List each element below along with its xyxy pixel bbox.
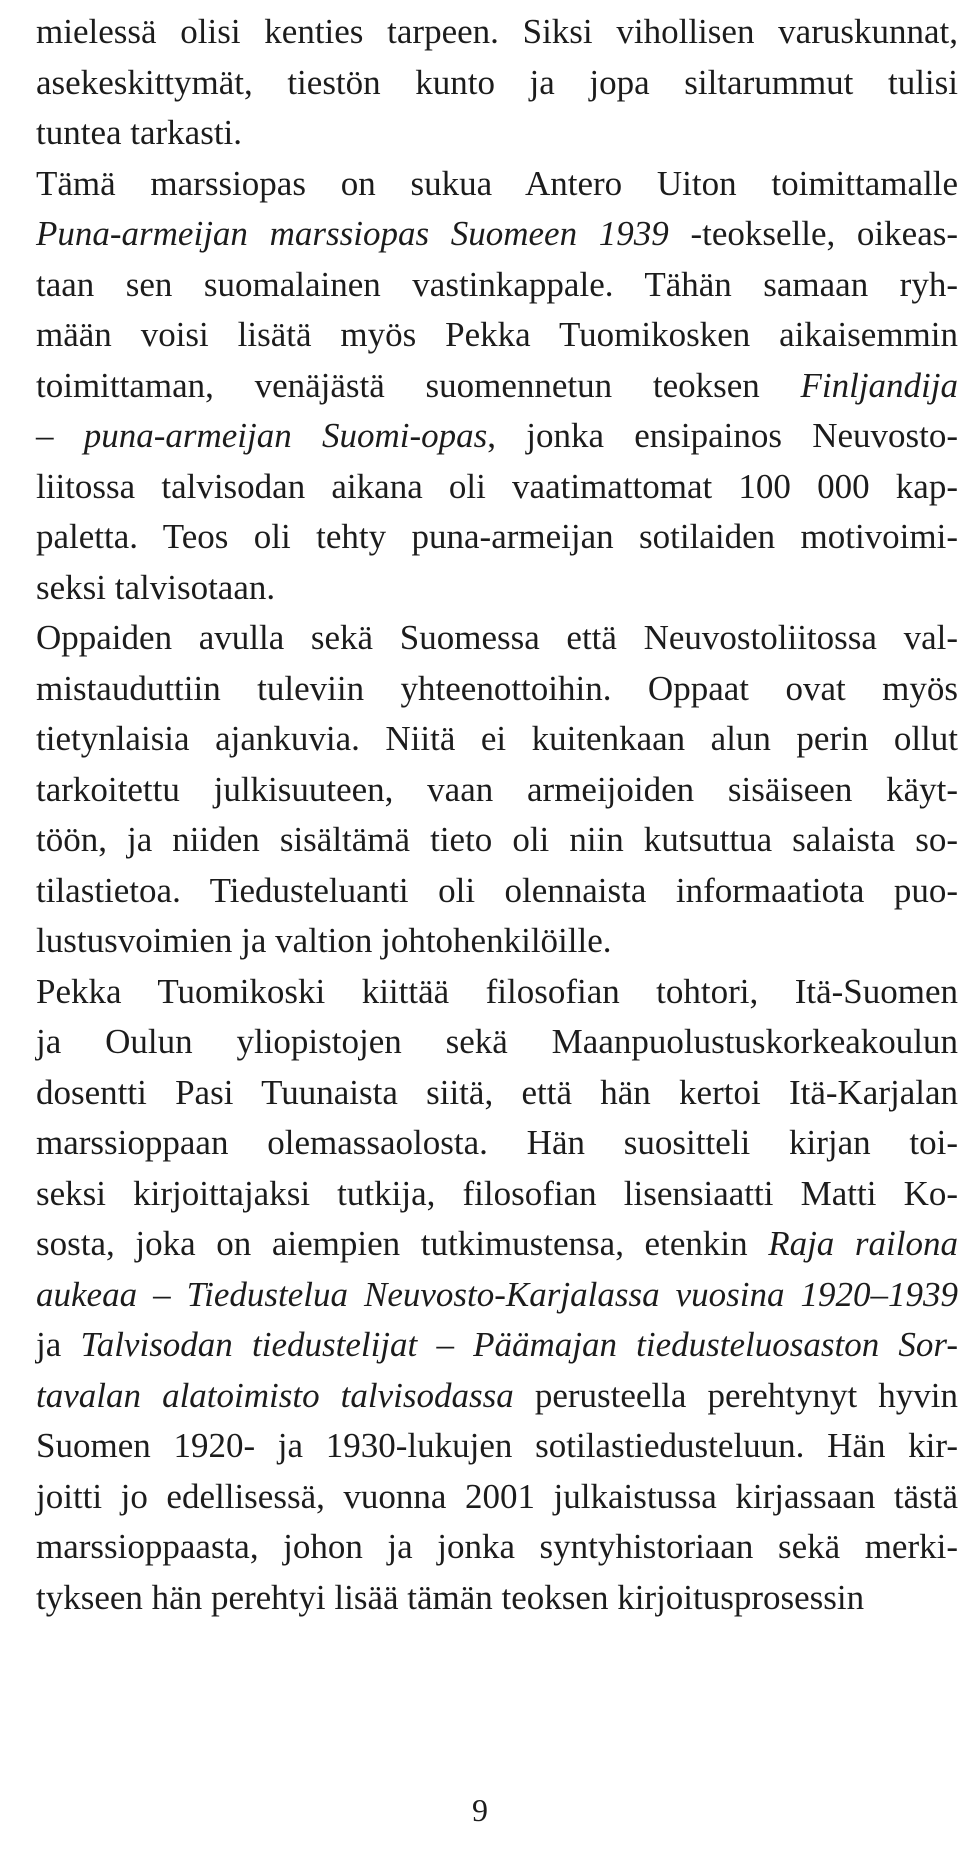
italic-title: Puna-armeijan marssiopas Suomeen 1939 <box>36 214 669 253</box>
text-run: ja <box>36 1325 81 1364</box>
text-line <box>36 513 958 561</box>
text-run: lustusvoimien ja valtion johtohenkilöille. <box>36 921 612 960</box>
text-run: tuntea tarkasti. <box>36 113 243 152</box>
text-line <box>36 816 958 864</box>
text-line <box>36 1119 958 1167</box>
text-line <box>36 564 958 612</box>
text-run: asekeskittymät, tiestön kunto ja jopa siltarummut tulisi <box>36 63 958 102</box>
text-line <box>36 665 958 713</box>
text-line <box>36 210 958 258</box>
text-line <box>36 1220 958 1268</box>
italic-title: aukeaa – Tiedustelua Neuvosto-Karjalassa vuosina 1920–1939 <box>36 1275 958 1314</box>
text-line <box>36 59 958 107</box>
text-run: Pekka Tuomikoski kiittää filosofian tohtori, Itä-Suomen <box>36 972 958 1011</box>
text-line <box>36 1271 958 1319</box>
text-line <box>36 1018 958 1066</box>
italic-title: Raja railona <box>768 1224 958 1263</box>
text-run: mistauduttiin tuleviin yhteenottoihin. Oppaat ovat myös <box>36 669 958 708</box>
text-run: Oppaiden avulla sekä Suomessa että Neuvostoliitossa val- <box>36 618 958 657</box>
text-line <box>36 261 958 309</box>
text-line <box>36 715 958 763</box>
text-run: mään voisi lisätä myös Pekka Tuomikosken aikaisemmin <box>36 315 958 354</box>
text-run: ja Oulun yliopistojen sekä Maanpuolustuskorkeakoulun <box>36 1022 958 1061</box>
text-run: marssioppaasta, johon ja jonka syntyhistoriaan sekä merki- <box>36 1527 958 1566</box>
text-run: dosentti Pasi Tuunaista siitä, että hän kertoi Itä-Karjalan <box>36 1073 958 1112</box>
italic-title: Talvisodan tiedustelijat – Päämajan tiedusteluosaston Sor- <box>80 1325 958 1364</box>
text-line <box>36 1069 958 1117</box>
text-line <box>36 311 958 359</box>
text-run: seksi kirjoittajaksi tutkija, filosofian lisensiaatti Matti Ko- <box>36 1174 958 1213</box>
text-run: joitti jo edellisessä, vuonna 2001 julkaistussa kirjassaan tästä <box>36 1477 958 1516</box>
text-line <box>36 8 958 56</box>
text-run: paletta. Teos oli tehty puna-armeijan sotilaiden motivoimi- <box>36 517 958 556</box>
italic-title: – puna-armeijan Suomi-opas <box>36 416 488 455</box>
page-number: 9 <box>472 1792 488 1828</box>
text-line <box>36 1574 958 1622</box>
text-line <box>36 362 958 410</box>
text-line <box>36 1422 958 1470</box>
text-line <box>36 1523 958 1571</box>
text-line <box>36 412 958 460</box>
text-line <box>36 766 958 814</box>
text-line <box>36 109 958 157</box>
text-line <box>36 614 958 662</box>
text-line <box>36 1321 958 1369</box>
text-line <box>36 968 958 1016</box>
text-line <box>36 1372 958 1420</box>
text-run: töön, ja niiden sisältämä tieto oli niin kutsuttua salaista so- <box>36 820 958 859</box>
text-line <box>36 1170 958 1218</box>
text-run: toimittaman, venäjästä suomennetun teoksen <box>36 366 801 405</box>
text-line <box>36 160 958 208</box>
text-run: perusteella perehtynyt hyvin <box>513 1376 958 1415</box>
text-run: tilastietoa. Tiedusteluanti oli olennaista informaatiota puo- <box>36 871 958 910</box>
text-run: tarkoitettu julkisuuteen, vaan armeijoiden sisäiseen käyt- <box>36 770 958 809</box>
text-run: , jonka ensipainos Neuvosto- <box>487 416 959 455</box>
text-run: Suomen 1920- ja 1930-lukujen sotilastiedusteluun. Hän kir- <box>36 1426 958 1465</box>
text-run: -teokselle, oikeas- <box>668 214 959 253</box>
text-line <box>36 917 958 965</box>
text-line <box>36 867 958 915</box>
text-run: marssioppaan olemassaolosta. Hän suositteli kirjan toi- <box>36 1123 958 1162</box>
text-run: taan sen suomalainen vastinkappale. Tähän samaan ryh- <box>36 265 958 304</box>
text-run: mielessä olisi kenties tarpeen. Siksi vihollisen varuskunnat, <box>36 12 958 51</box>
text-run: sosta, joka on aiempien tutkimustensa, etenkin <box>36 1224 769 1263</box>
text-run: liitossa talvisodan aikana oli vaatimattomat 100 000 kap- <box>36 467 958 506</box>
text-run: tykseen hän perehtyi lisää tämän teoksen kirjoitusprosessin <box>36 1578 865 1617</box>
italic-title: Finljandija <box>800 366 958 405</box>
italic-title: tavalan alatoimisto talvisodassa <box>36 1376 514 1415</box>
text-line <box>36 1473 958 1521</box>
text-run: tietynlaisia ajankuvia. Niitä ei kuitenkaan alun perin ollut <box>36 719 958 758</box>
text-line <box>36 463 958 511</box>
text-run: Tämä marssiopas on sukua Antero Uiton toimittamalle <box>36 164 958 203</box>
text-run: seksi talvisotaan. <box>36 568 276 607</box>
